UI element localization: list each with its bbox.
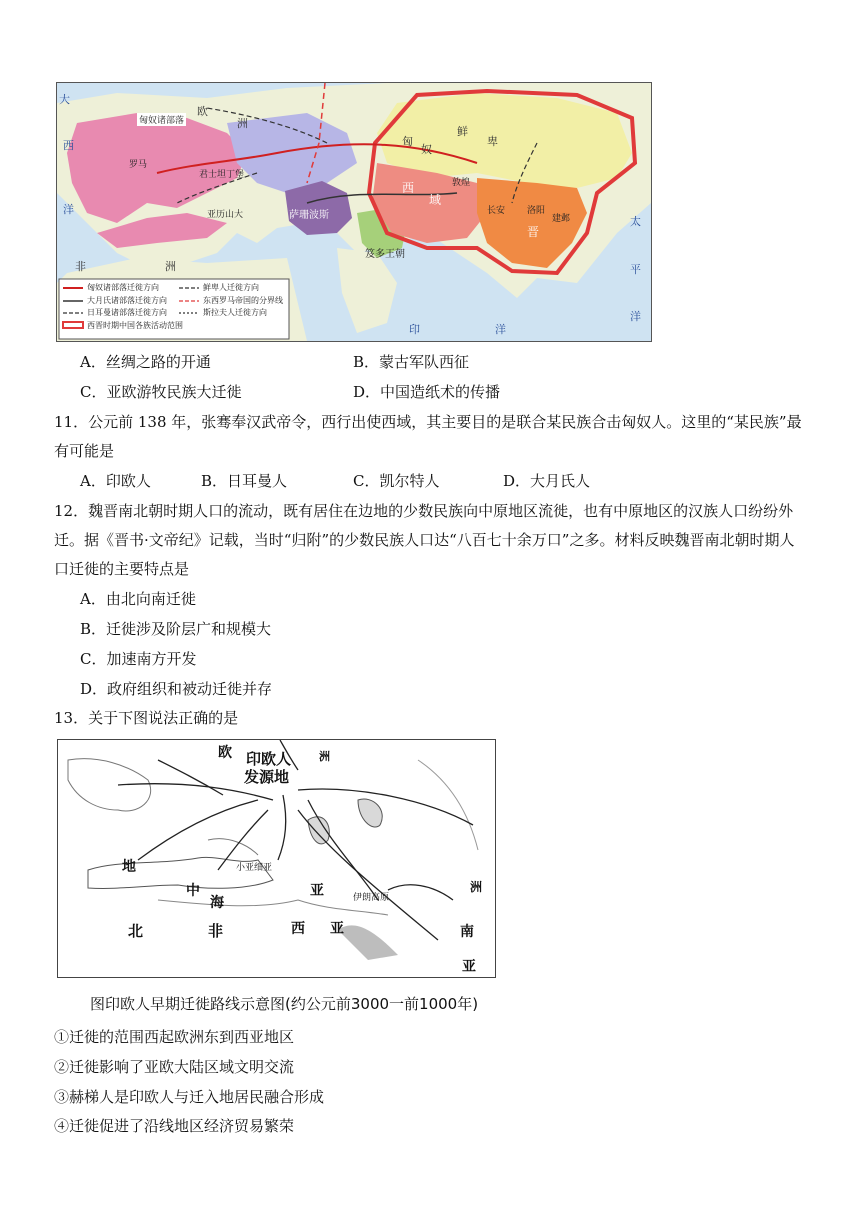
question-stem: 口迁徙的主要特点是 — [54, 560, 190, 578]
map-label: 洲 — [470, 880, 483, 894]
map-label: 君士坦丁堡 — [199, 170, 245, 180]
option-b: B．蒙古军队西征 — [353, 353, 470, 371]
question-stem: 迁。据《晋书·文帝纪》记载，当时“归附”的少数民族人口达“八百七十余万口”之多。材料反映魏晋南北朝时期人 — [54, 531, 795, 549]
map-label: 北 — [128, 922, 144, 940]
indo-european-map — [57, 739, 496, 978]
option-d: D．大月氏人 — [503, 472, 591, 490]
map-label: 晋 — [527, 225, 540, 239]
option-a: A．丝绸之路的开通 — [80, 353, 211, 371]
map-label: 中 — [186, 883, 200, 899]
map-label: 长安 — [487, 206, 506, 216]
legend-item: 鲜卑人迁徙方向 — [203, 283, 259, 292]
legend-item: 斯拉夫人迁徙方向 — [203, 308, 267, 317]
map-label: 亚 — [462, 959, 476, 975]
map-label: 洋 — [630, 310, 641, 323]
legend-item: 匈奴诸部落迁徙方向 — [87, 283, 159, 292]
map-label: 太 — [630, 215, 641, 228]
option-a: A．印欧人 — [80, 472, 151, 490]
map-label: 卑 — [487, 135, 498, 148]
map-label: 非 — [208, 922, 224, 940]
map-label: 鲜 — [457, 125, 468, 138]
map-label: 西 — [402, 181, 415, 195]
question-stem: 12．魏晋南北朝时期人口的流动，既有居住在边地的少数民族向中原地区流徙，也有中原地区的汉族人口纷纷外 — [54, 502, 794, 520]
map-label: 欧 — [197, 105, 208, 118]
map-label: 洛阳 — [527, 206, 546, 216]
migration-map — [56, 82, 652, 342]
map-label: 亚 — [310, 883, 324, 899]
map-label: 西 — [63, 139, 74, 152]
statement-2: ②迁徙影响了亚欧大陆区域文明交流 — [54, 1058, 295, 1076]
map-label: 洋 — [495, 323, 506, 336]
legend-item: 东西罗马帝国的分界线 — [203, 296, 283, 305]
statement-1: ①迁徙的范围西起欧洲东到西亚地区 — [54, 1028, 295, 1046]
map-label: 亚 — [330, 921, 344, 937]
statement-4: ④迁徙促进了沿线地区经济贸易繁荣 — [54, 1117, 295, 1135]
option-b: B．迁徙涉及阶层广和规模大 — [80, 620, 272, 638]
map-label: 洲 — [237, 117, 248, 130]
map-label: 平 — [630, 263, 641, 276]
map-label: 匈奴诸部落 — [137, 113, 186, 126]
map-label: 伊朗高原 — [353, 893, 390, 903]
map-label: 匈 — [402, 135, 413, 148]
map-caption: 图印欧人早期迁徙路线示意图(约公元前3000一前1000年) — [90, 995, 479, 1013]
option-c: C．亚欧游牧民族大迁徙 — [80, 383, 242, 401]
map-label: 洲 — [165, 260, 176, 273]
option-d: D．政府组织和被动迁徙并存 — [80, 680, 273, 698]
question-stem: 13．关于下图说法正确的是 — [54, 709, 239, 727]
map-label: 欧 — [218, 745, 232, 761]
map-label: 印 — [409, 323, 420, 336]
map-label: 印欧人 — [246, 750, 292, 768]
map-label: 洲 — [319, 750, 330, 763]
legend-item: 日耳曼诸部落迁徙方向 — [87, 308, 167, 317]
option-a: A．由北向南迁徙 — [80, 590, 196, 608]
legend-item: 大月氏诸部落迁徙方向 — [87, 296, 167, 305]
option-c: C．加速南方开发 — [80, 650, 197, 668]
map-label: 地 — [122, 859, 136, 875]
map-label: 非 — [75, 260, 86, 273]
map-label: 笈多王朝 — [365, 249, 405, 260]
map-label: 西 — [291, 921, 305, 937]
map-label: 萨珊波斯 — [289, 210, 329, 221]
map-label: 敦煌 — [452, 178, 471, 188]
map-label: 海 — [210, 895, 224, 911]
question-stem: 有可能是 — [54, 442, 115, 460]
map-label: 亚历山大 — [207, 210, 244, 220]
map-label: 域 — [429, 193, 442, 207]
map-label: 小亚细亚 — [236, 863, 273, 873]
statement-3: ③赫梯人是印欧人与迁入地居民融合形成 — [54, 1088, 325, 1106]
option-b: B．日耳曼人 — [201, 472, 288, 490]
map-label: 发源地 — [244, 768, 290, 786]
map-label: 建邺 — [552, 214, 571, 224]
map-label: 南 — [460, 924, 474, 940]
map-label: 大 — [59, 93, 70, 106]
option-d: D．中国造纸术的传播 — [353, 383, 501, 401]
legend-item: 西晋时期中国各族活动范围 — [87, 321, 183, 330]
map-label: 洋 — [63, 203, 74, 216]
map-label: 罗马 — [129, 160, 148, 170]
question-stem: 11．公元前 138 年，张骞奉汉武帝令，西行出使西域，其主要目的是联合某民族合击匈奴人。这里的“某民族”最 — [54, 413, 802, 431]
option-c: C．凯尔特人 — [353, 472, 440, 490]
map-label: 奴 — [421, 143, 432, 156]
